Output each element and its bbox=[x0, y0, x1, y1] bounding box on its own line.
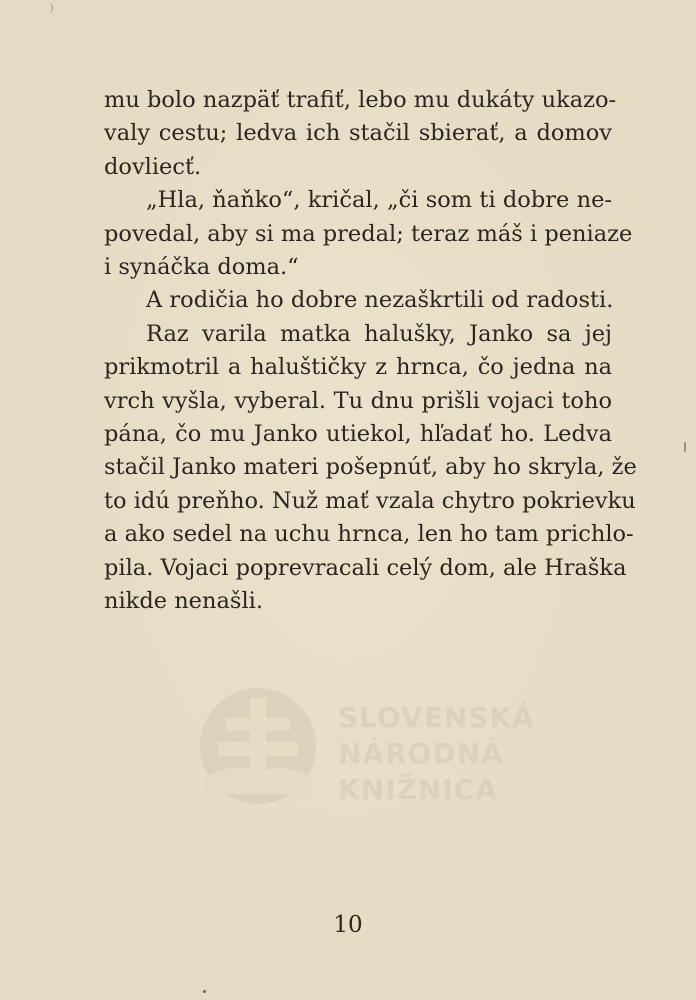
page-number: 10 bbox=[333, 912, 363, 938]
text-line: valy cestu; ledva ich stačil sbierať, a domov bbox=[104, 120, 612, 147]
watermark-line-1: SLOVENSKÁ bbox=[338, 701, 535, 734]
library-watermark bbox=[196, 682, 535, 812]
text-line: pána, čo mu Janko utiekol, hľadať ho. Ledva bbox=[104, 421, 612, 448]
paper-speck bbox=[684, 442, 686, 452]
double-cross-shield-icon bbox=[196, 682, 326, 812]
text-line: povedal, aby si ma predal; teraz máš i peniaze bbox=[104, 220, 633, 247]
text-line: Raz varila matka halušky, Janko sa jej bbox=[146, 320, 612, 347]
watermark-line-3: KNIŽNICA bbox=[338, 773, 498, 806]
text-line: mu bolo nazpäť trafiť, lebo mu dukáty ukazo- bbox=[104, 87, 617, 113]
watermark-line-2: NÁRODNÁ bbox=[338, 737, 504, 770]
text-line: stačil Janko materi pošepnúť, aby ho skryla, že bbox=[104, 454, 637, 481]
text-line: prikmotril a haluštičky z hrnca, čo jedna na bbox=[104, 354, 612, 381]
text-line: vrch vyšla, vyberal. Tu dnu prišli vojaci toho bbox=[104, 387, 612, 414]
paper-speck bbox=[203, 990, 206, 993]
text-line: a ako sedel na uchu hrnca, len ho tam prichlo- bbox=[104, 521, 634, 548]
text-line: i synáčka doma.“ bbox=[104, 254, 299, 281]
text-line: A rodičia ho dobre nezaškrtili od radosti. bbox=[146, 287, 614, 314]
text-line: pila. Vojaci poprevracali celý dom, ale Hraška bbox=[104, 554, 627, 581]
text-line: nikde nenašli. bbox=[104, 588, 263, 615]
text-line: „Hla, ňaňko“, kričal, „či som ti dobre ne- bbox=[146, 187, 612, 214]
page-edge-mark bbox=[46, 2, 53, 14]
text-line: dovliecť. bbox=[104, 153, 202, 180]
body-text bbox=[104, 84, 637, 619]
text-line: to idú preňho. Nuž mať vzala chytro pokrievku bbox=[104, 487, 636, 514]
